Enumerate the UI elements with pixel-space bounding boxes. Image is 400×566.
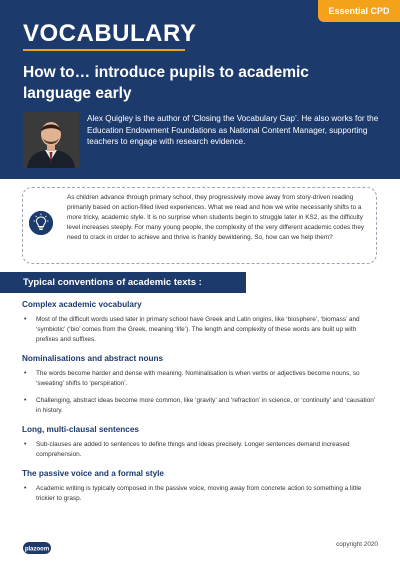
page-subtitle: How to… introduce pupils to academic language early <box>23 64 309 102</box>
logo-text: plazoom <box>24 546 50 553</box>
list-item: • Challenging, abstract ideas become more common, like ‘gravity’ and ‘refraction’ in science, or ‘continuity’ and ‘causation’ in history. <box>22 396 378 416</box>
convention-heading: Nominalisations and abstract nouns <box>22 354 164 363</box>
convention-group <box>22 300 378 345</box>
convention-group <box>22 425 378 460</box>
plazoom-logo <box>23 541 51 553</box>
convention-heading: Complex academic vocabulary <box>22 300 142 309</box>
title-underline <box>23 49 185 51</box>
convention-group <box>22 354 378 416</box>
convention-group <box>22 469 378 504</box>
section-title: Typical conventions of academic texts : <box>0 272 246 293</box>
convention-heading: The passive voice and a formal style <box>22 469 164 478</box>
copyright-text: copyright 2020 <box>336 541 378 548</box>
list-item: • Sub-clauses are added to sentences to define things and ideas precisely. Longer sentences demand increased comprehension. <box>22 440 378 460</box>
conventions-list <box>22 300 378 511</box>
header-banner <box>0 0 400 179</box>
list-item: • Academic writing is typically composed in the passive voice, moving away from concrete action to something a little trickier to grasp. <box>22 484 378 504</box>
intro-text: As children advance through primary school, they progressively move away from story-driven reading primarily based on action-filled lived experiences. What we read and how we write necessarily shifts to a more tricky, academic style. It is no surprise when students begin to struggle later in KS2, as the difficulty level increases steeply. For many young people, the complexity of the very different academic codes they need to crack in order to achieve and thrive is frankly bewildering. So, how can we help them? <box>67 194 365 241</box>
lightbulb-icon <box>29 211 53 235</box>
essential-cpd-badge: Essential CPD <box>318 0 400 22</box>
author-photo <box>23 112 79 168</box>
author-bio: Alex Quigley is the author of ‘Closing the Vocabulary Gap’. He also works for the Education Endowment Foundations as National Content Manager, supporting teachers to engage with research evidence. <box>87 114 379 146</box>
list-item: • The words become harder and dense with meaning. Nominalisation is when verbs or adjectives become nouns, so ‘sweating’ shifts to ‘perspiration’. <box>22 369 378 389</box>
convention-heading: Long, multi-clausal sentences <box>22 425 139 434</box>
page-title: VOCABULARY <box>23 20 197 47</box>
list-item: • Most of the difficult words used later in primary school have Greek and Latin origins, like ‘biosphere’, ‘biomass’ and ‘symbiotic’ (‘bio’ comes from the Greek, meaning ‘life’). The length and complexity of these words are built up with prefixes and suffixes. <box>22 315 378 345</box>
